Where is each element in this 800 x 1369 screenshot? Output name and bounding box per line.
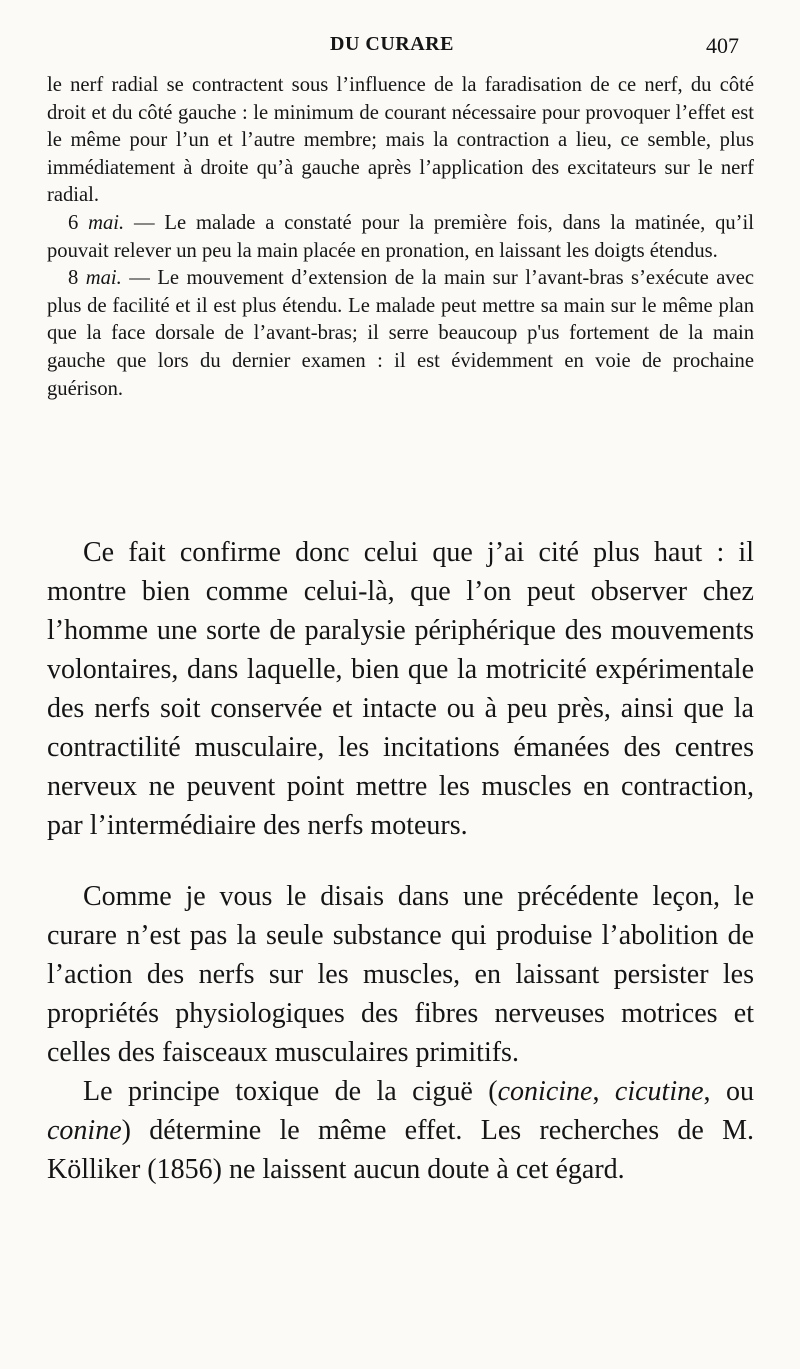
text-run: Le principe toxique de la ciguë ( xyxy=(83,1076,498,1107)
case-notes xyxy=(47,72,754,403)
date-month: mai. xyxy=(88,211,125,234)
term-conine: conine xyxy=(47,1115,122,1146)
paragraph-faradisation: le nerf radial se contractent sous l’influence de la faradisation de ce nerf, du côté droit et du côté gauche : le minimum de courant nécessaire pour provoquer l’effet est le même pour l’un et l’autre membre; mais la contraction a lieu, ce semble, plus immédiatement à droite qu’à gauche après l’application des excitateurs sur le nerf radial. xyxy=(47,74,754,207)
date-day: 6 xyxy=(68,211,79,234)
paragraph-text: — Le mouvement d’extension de la main sur l’avant-bras s’exécute avec plus de facilité et il est plus étendu. Le malade peut mettre sa main sur le même plan que la face dorsale de l’avant-bras; il serre beaucoup p'us fortement de la main gauche que lors du dernier examen : il est évidemment en voie de prochaine guérison. xyxy=(47,267,754,400)
running-title: DU CURARE xyxy=(330,33,454,55)
page-number: 407 xyxy=(706,33,739,58)
main-text xyxy=(47,533,754,1189)
paragraph-6-mai xyxy=(47,210,754,265)
paragraph-ce-fait: Ce fait confirme donc celui que j’ai cité plus haut : il montre bien comme celui-là, que l’on peut observer chez l’homme une sorte de paralysie périphérique des mouvements volontaires, dans laquelle, bien que la motricité expérimentale des nerfs soit conservée et intacte ou à peu près, ainsi que la contractilité musculaire, les incitations émanées des centres nerveux ne peuvent point mettre les muscles en contraction, par l’intermédiaire des nerfs moteurs. xyxy=(47,537,754,841)
text-run: , xyxy=(592,1076,615,1107)
running-header xyxy=(0,33,800,57)
text-run: ) détermine le même effet. Les recherches de M. Kölliker (1856) ne laissent aucun doute à cet égard. xyxy=(47,1115,754,1185)
term-cicutine: cicutine xyxy=(614,1076,704,1107)
text-run: , ou xyxy=(703,1076,755,1107)
term-conicine: conicine xyxy=(497,1076,593,1107)
paragraph-8-mai xyxy=(47,265,754,403)
date-day: 8 xyxy=(68,267,79,290)
date-month: mai. xyxy=(85,267,122,290)
paragraph-comme-je-vous: Comme je vous le disais dans une précédente leçon, le curare n’est pas la seule substance qui produise l’abolition de l’action des nerfs sur les muscles, en laissant persister les propriétés physiologiques des fibres nerveuses motrices et celles des faisceaux musculaires primitifs. xyxy=(47,881,754,1068)
paragraph-text: — Le malade a constaté pour la première fois, dans la matinée, qu’il pouvait relever un peu la main placée en pronation, en laissant les doigts étendus. xyxy=(47,211,754,262)
paragraph-principe-toxique xyxy=(47,1072,754,1189)
